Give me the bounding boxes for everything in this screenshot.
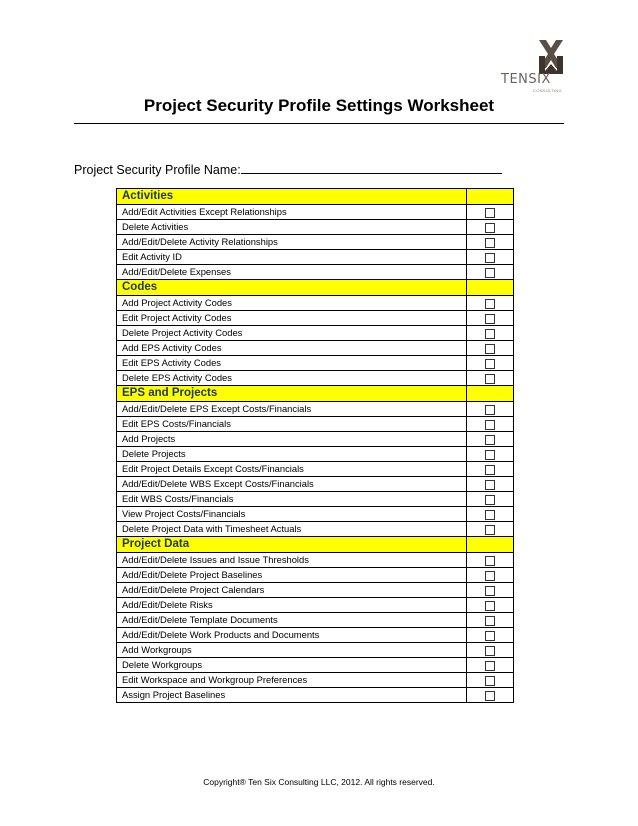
permission-checkbox[interactable] [485, 571, 495, 581]
section-header-blank-cell [467, 280, 514, 296]
permission-checkbox[interactable] [485, 661, 495, 671]
logo-subtext: CONSULTING [533, 88, 562, 93]
section-header-row [117, 189, 514, 205]
permission-row [117, 447, 514, 462]
permission-checkbox-cell [467, 220, 514, 235]
permission-label: Delete Projects [117, 447, 467, 462]
permission-checkbox[interactable] [485, 253, 495, 263]
permission-checkbox-cell [467, 417, 514, 432]
permission-row [117, 507, 514, 522]
permission-checkbox-cell [467, 402, 514, 417]
permission-label: Edit EPS Costs/Financials [117, 417, 467, 432]
permission-row [117, 250, 514, 265]
permission-checkbox[interactable] [485, 344, 495, 354]
copyright-footer: Copyright® Ten Six Consulting LLC, 2012. All rights reserved. [203, 777, 435, 787]
permission-row [117, 477, 514, 492]
permission-checkbox[interactable] [485, 495, 495, 505]
permission-checkbox[interactable] [485, 223, 495, 233]
permission-label: Add EPS Activity Codes [117, 341, 467, 356]
permission-checkbox[interactable] [485, 238, 495, 248]
permission-row [117, 598, 514, 613]
permission-label: Delete Project Activity Codes [117, 326, 467, 341]
permission-checkbox[interactable] [485, 405, 495, 415]
permission-checkbox[interactable] [485, 586, 495, 596]
permission-label: Edit EPS Activity Codes [117, 356, 467, 371]
permission-checkbox-cell [467, 553, 514, 568]
worksheet-table [116, 188, 514, 703]
permission-checkbox[interactable] [485, 556, 495, 566]
permission-checkbox-cell [467, 688, 514, 703]
permission-checkbox[interactable] [485, 616, 495, 626]
permission-checkbox[interactable] [485, 646, 495, 656]
permission-label: Delete Workgroups [117, 658, 467, 673]
permission-row [117, 583, 514, 598]
permission-checkbox[interactable] [485, 268, 495, 278]
permission-checkbox-cell [467, 205, 514, 220]
permission-row [117, 568, 514, 583]
permission-row [117, 492, 514, 507]
permission-checkbox[interactable] [485, 691, 495, 701]
title-divider [74, 123, 564, 124]
permission-checkbox-cell [467, 628, 514, 643]
permission-label: Edit Workspace and Workgroup Preferences [117, 673, 467, 688]
permission-checkbox-cell [467, 235, 514, 250]
permission-checkbox-cell [467, 643, 514, 658]
permission-label: Delete Project Data with Timesheet Actuals [117, 522, 467, 537]
permission-row [117, 341, 514, 356]
permission-row [117, 220, 514, 235]
page-title: Project Security Profile Settings Worksheet [143, 96, 495, 115]
permission-checkbox-cell [467, 371, 514, 386]
section-title: Project Data [117, 537, 467, 553]
profile-name-field[interactable] [74, 161, 502, 177]
permission-row [117, 356, 514, 371]
permission-checkbox-cell [467, 296, 514, 311]
permission-checkbox[interactable] [485, 329, 495, 339]
permission-row [117, 432, 514, 447]
permission-label: Add/Edit/Delete Template Documents [117, 613, 467, 628]
permission-checkbox[interactable] [485, 435, 495, 445]
permission-checkbox[interactable] [485, 420, 495, 430]
permission-checkbox-cell [467, 250, 514, 265]
permission-checkbox-cell [467, 568, 514, 583]
permission-checkbox-cell [467, 583, 514, 598]
permission-checkbox-cell [467, 658, 514, 673]
permission-label: Add/Edit/Delete Activity Relationships [117, 235, 467, 250]
permission-checkbox[interactable] [485, 676, 495, 686]
permission-checkbox[interactable] [485, 359, 495, 369]
permission-label: Add/Edit/Delete Work Products and Documents [117, 628, 467, 643]
permission-label: Delete Activities [117, 220, 467, 235]
permission-row [117, 522, 514, 537]
permission-checkbox[interactable] [485, 465, 495, 475]
permission-checkbox[interactable] [485, 450, 495, 460]
permission-checkbox[interactable] [485, 299, 495, 309]
section-header-row [117, 280, 514, 296]
permission-label: Edit Project Activity Codes [117, 311, 467, 326]
permission-checkbox-cell [467, 673, 514, 688]
permission-label: Add/Edit/Delete EPS Except Costs/Financials [117, 402, 467, 417]
permission-label: Add Project Activity Codes [117, 296, 467, 311]
permission-checkbox[interactable] [485, 374, 495, 384]
permission-row [117, 296, 514, 311]
permission-checkbox-cell [467, 356, 514, 371]
permission-row [117, 311, 514, 326]
permission-checkbox[interactable] [485, 525, 495, 535]
profile-name-blank-line[interactable] [241, 161, 502, 174]
profile-name-label: Project Security Profile Name: [74, 163, 241, 177]
permission-row [117, 553, 514, 568]
permission-row [117, 462, 514, 477]
permission-label: Add/Edit/Delete Project Baselines [117, 568, 467, 583]
section-header-blank-cell [467, 537, 514, 553]
permission-checkbox[interactable] [485, 510, 495, 520]
permission-row [117, 673, 514, 688]
permission-label: Add/Edit/Delete Project Calendars [117, 583, 467, 598]
permission-label: Add/Edit/Delete WBS Except Costs/Financials [117, 477, 467, 492]
permission-checkbox-cell [467, 462, 514, 477]
permission-checkbox[interactable] [485, 631, 495, 641]
permission-checkbox-cell [467, 447, 514, 462]
permission-row [117, 205, 514, 220]
section-title: Codes [117, 280, 467, 296]
permission-label: Add Projects [117, 432, 467, 447]
permission-checkbox-cell [467, 598, 514, 613]
permission-label: Edit Project Details Except Costs/Financials [117, 462, 467, 477]
permission-checkbox-cell [467, 326, 514, 341]
permission-label: Add/Edit/Delete Issues and Issue Thresholds [117, 553, 467, 568]
section-header-row [117, 537, 514, 553]
permission-label: Delete EPS Activity Codes [117, 371, 467, 386]
permission-label: Assign Project Baselines [117, 688, 467, 703]
permission-checkbox[interactable] [485, 314, 495, 324]
permission-checkbox[interactable] [485, 480, 495, 490]
permission-row [117, 643, 514, 658]
permission-row [117, 628, 514, 643]
permission-row [117, 613, 514, 628]
section-header-row [117, 386, 514, 402]
section-title: Activities [117, 189, 467, 205]
section-header-blank-cell [467, 386, 514, 402]
permission-checkbox[interactable] [485, 208, 495, 218]
section-title: EPS and Projects [117, 386, 467, 402]
permission-row [117, 235, 514, 250]
permission-label: Edit WBS Costs/Financials [117, 492, 467, 507]
permission-checkbox-cell [467, 507, 514, 522]
permission-label: Add/Edit/Delete Risks [117, 598, 467, 613]
permission-checkbox-cell [467, 432, 514, 447]
permission-checkbox-cell [467, 311, 514, 326]
permission-label: View Project Costs/Financials [117, 507, 467, 522]
permission-row [117, 402, 514, 417]
permission-checkbox-cell [467, 341, 514, 356]
permission-row [117, 326, 514, 341]
permission-checkbox-cell [467, 613, 514, 628]
permission-checkbox-cell [467, 265, 514, 280]
permission-checkbox[interactable] [485, 601, 495, 611]
permission-row [117, 417, 514, 432]
section-header-blank-cell [467, 189, 514, 205]
permission-row [117, 371, 514, 386]
permission-row [117, 265, 514, 280]
permission-checkbox-cell [467, 492, 514, 507]
permission-checkbox-cell [467, 477, 514, 492]
permission-checkbox-cell [467, 522, 514, 537]
permission-label: Add Workgroups [117, 643, 467, 658]
permission-row [117, 658, 514, 673]
logo-wordmark: TENSIX [501, 72, 551, 87]
permission-row [117, 688, 514, 703]
permission-label: Add/Edit/Delete Expenses [117, 265, 467, 280]
permission-label: Edit Activity ID [117, 250, 467, 265]
permission-label: Add/Edit Activities Except Relationships [117, 205, 467, 220]
